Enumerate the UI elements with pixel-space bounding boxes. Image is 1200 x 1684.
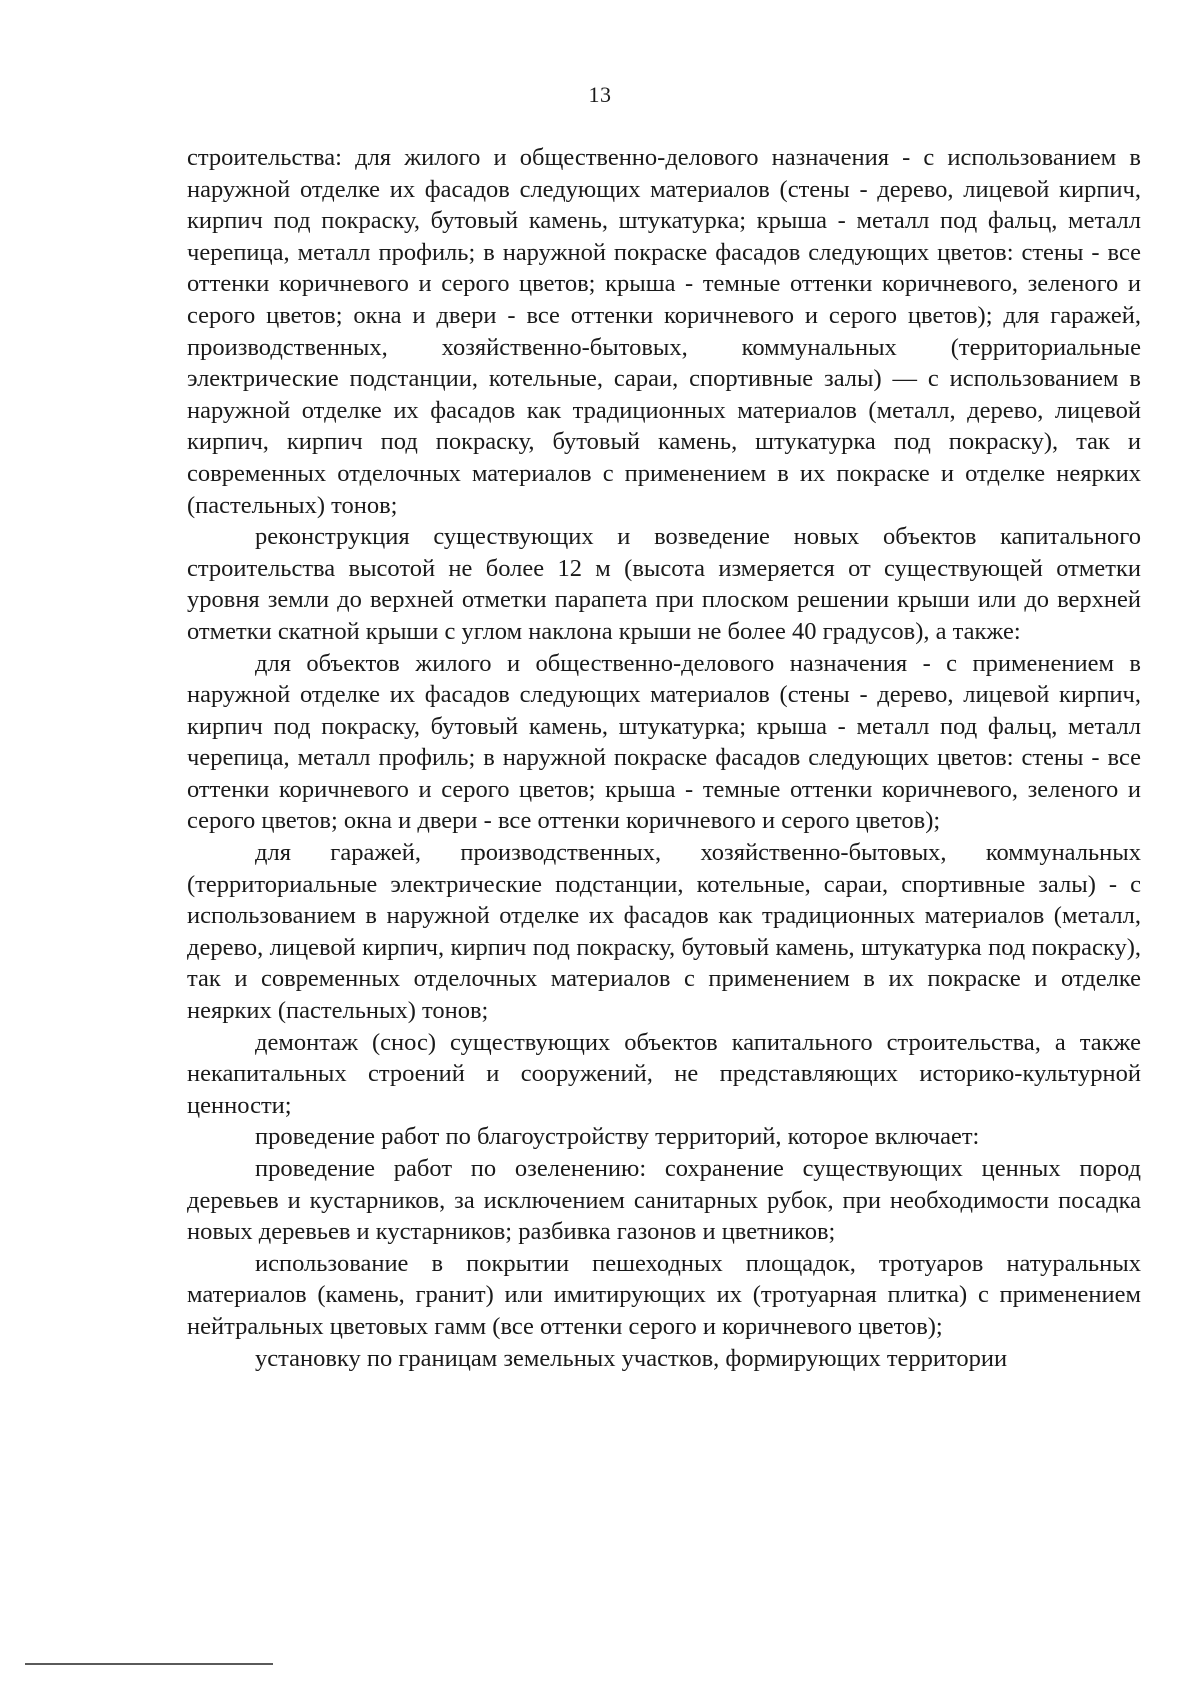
paragraph: проведение работ по благоустройству территорий, которое включает: — [255, 1123, 980, 1151]
paragraph: демонтаж (снос) существующих объектов капитального строительства, а также некапитальных строений и сооружений, не представляющих историко-культурной ценности; — [187, 1028, 1141, 1119]
paragraph: для гаражей, производственных, хозяйственно-бытовых, коммунальных (территориальные электрические подстанции, котельные, сараи, спортивные залы) - с использованием в наружной отделке их фасадов как традиционных материалов (металл, дерево, лицевой кирпич, кирпич под покраску, бутовый камень, штукатурка под покраску), так и современных отделочных материалов с применением в их покраске и отделке неярких (пастельных) тонов; — [187, 839, 1141, 1025]
paragraph: реконструкция существующих и возведение новых объектов капитального строительства высотой не более 12 м (высота измеряется от существующей отметки уровня земли до верхней отметки парапета при плоском решении крыши или до верхней отметки скатной крыши с углом наклона крыши не более 40 градусов), а также: — [187, 523, 1141, 645]
paragraph: проведение работ по озеленению: сохранение существующих ценных пород деревьев и кустарников, за исключением санитарных рубок, при необходимости посадка новых деревьев и кустарников; разбивка газонов и цветников; — [187, 1155, 1141, 1246]
document-body — [187, 142, 1141, 1374]
page-number: 13 — [588, 82, 612, 107]
footnote-divider — [25, 1663, 273, 1665]
paragraph: установку по границам земельных участков, формирующих территории — [255, 1344, 1008, 1372]
paragraph: использование в покрытии пешеходных площадок, тротуаров натуральных материалов (камень, гранит) или имитирующих их (тротуарная плитка) с применением нейтральных цветовых гамм (все оттенки серого и коричневого цветов); — [187, 1249, 1141, 1340]
paragraph: для объектов жилого и общественно-делового назначения - с применением в наружной отделке их фасадов следующих материалов (стены - дерево, лицевой кирпич, кирпич под покраску, бутовый камень, штукатурка; крыша - металл под фальц, металл черепица, металл профиль; в наружной покраске фасадов следующих цветов: стены - все оттенки коричневого и серого цветов; крыша - темные оттенки коричневого, зеленого и серого цветов; окна и двери - все оттенки коричневого и серого цветов); — [187, 649, 1141, 835]
paragraph-continuation: строительства: для жилого и общественно-делового назначения - с использованием в наружной отделке их фасадов следующих материалов (стены - дерево, лицевой кирпич, кирпич под покраску, бутовый камень, штукатурка; крыша - металл под фальц, металл черепица, металл профиль; в наружной покраске фасадов следующих цветов: стены - все оттенки коричневого и серого цветов; крыша - темные оттенки коричневого, зеленого и серого цветов; окна и двери - все оттенки коричневого и серого цветов); для гаражей, производственных, хозяйственно-бытовых, коммунальных (территориальные электрические подстанции, котельные, сараи, спортивные залы) — с использованием в наружной отделке их фасадов как традиционных материалов (металл, дерево, лицевой кирпич, кирпич под покраску, бутовый камень, штукатурка под покраску), так и современных отделочных материалов с применением в их покраске и отделке неярких (пастельных) тонов; — [187, 144, 1141, 519]
